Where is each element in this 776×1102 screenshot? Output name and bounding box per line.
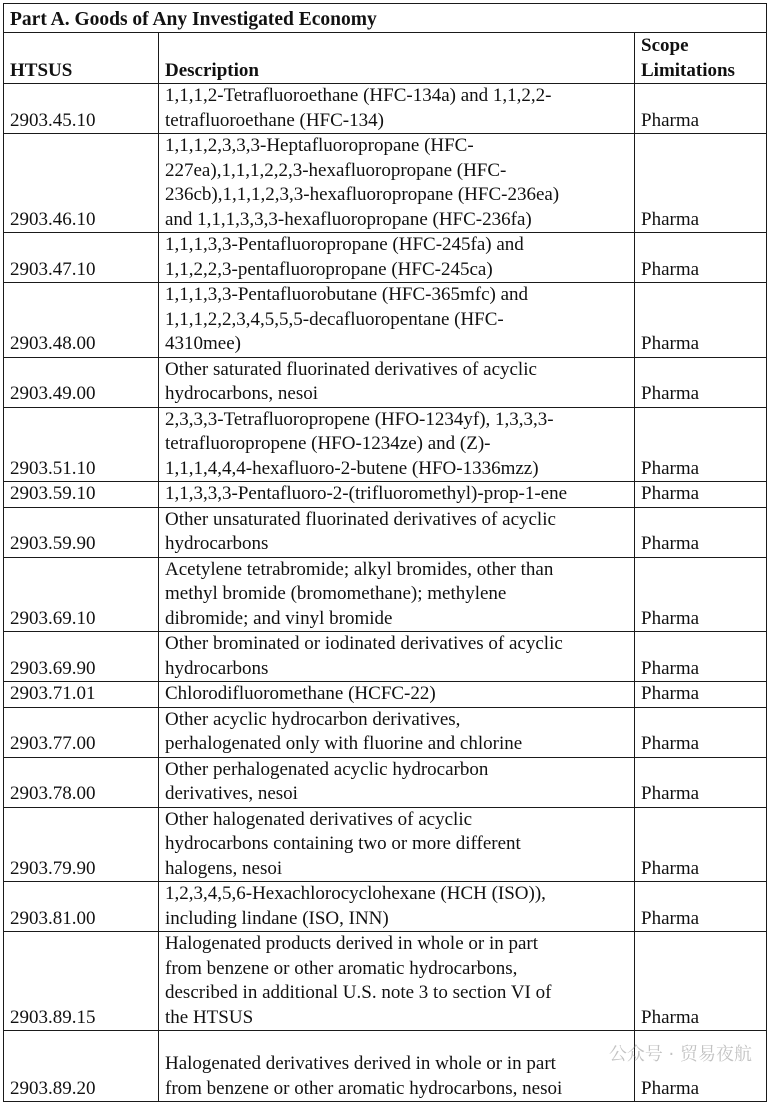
description-line: Chlorodifluoromethane (HCFC-22) [165, 683, 436, 704]
table-row [4, 932, 767, 1031]
scope-limitation: Pharma [635, 1031, 767, 1102]
scope-limitation: Pharma [635, 707, 767, 757]
htsus-code: 2903.79.90 [4, 807, 159, 882]
htsus-code: 2903.48.00 [4, 283, 159, 358]
description-cell [159, 557, 635, 632]
description-line: 1,1,2,2,3-pentafluoropropane (HFC-245ca) [165, 258, 493, 280]
table-row [4, 682, 767, 708]
table-row [4, 283, 767, 358]
description-line: and 1,1,1,3,3,3-hexafluoropropane (HFC-236fa) [165, 208, 532, 230]
watermark: 公众号 · 贸易夜航 [608, 1044, 752, 1065]
table-row [4, 84, 767, 134]
description-cell [159, 882, 635, 932]
description-line: Other saturated fluorinated derivatives of acyclic [165, 358, 537, 380]
description-line: tetrafluoropropene (HFO-1234ze) and (Z)- [165, 433, 491, 454]
goods-table [3, 3, 767, 1102]
table-row [4, 407, 767, 482]
description-line: 1,1,1,4,4,4-hexafluoro-2-butene (HFO-1336mzz) [165, 457, 539, 479]
description-line: tetrafluoroethane (HFC-134) [165, 109, 384, 131]
description-line: 2,3,3,3-Tetrafluoropropene (HFO-1234yf), 1,3,3,3- [165, 408, 554, 430]
description-line: Other halogenated derivatives of acyclic [165, 808, 473, 830]
scope-limitation: Pharma [635, 283, 767, 358]
description-line: 1,1,1,3,3-Pentafluorobutane (HFC-365mfc) and [165, 284, 529, 305]
scope-limitation: Pharma [635, 233, 767, 283]
description-line: 1,1,1,2,2,3,4,5,5,5-decafluoropentane (HFC- [165, 308, 504, 330]
table-row [4, 707, 767, 757]
description-line: hydrocarbons containing two or more different [165, 833, 521, 854]
description-line: 227ea),1,1,1,2,2,3-hexafluoropropane (HFC- [165, 159, 507, 181]
description-line: described in additional U.S. note 3 to section VI of [165, 982, 552, 1003]
table-row [4, 482, 767, 508]
htsus-code: 2903.81.00 [4, 882, 159, 932]
table-row [4, 557, 767, 632]
description-line: Other unsaturated fluorinated derivatives of acyclic [165, 508, 556, 530]
htsus-code: 2903.69.90 [4, 632, 159, 682]
table-row [4, 134, 767, 233]
scope-limitation: Pharma [635, 882, 767, 932]
table-row [4, 357, 767, 407]
description-line: 1,1,3,3,3-Pentafluoro-2-(trifluoromethyl)-prop-1-ene [165, 483, 568, 504]
htsus-code: 2903.51.10 [4, 407, 159, 482]
description-line: derivatives, nesoi [165, 783, 298, 804]
scope-limitation: Pharma [635, 757, 767, 807]
table-row [4, 507, 767, 557]
description-line: Acetylene tetrabromide; alkyl bromides, other than [165, 558, 554, 580]
description-line: halogens, nesoi [165, 857, 283, 879]
htsus-code: 2903.59.10 [4, 482, 159, 508]
description-line: hydrocarbons [165, 533, 269, 554]
header-description: Description [159, 33, 635, 84]
scope-limitation: Pharma [635, 807, 767, 882]
header-htsus: HTSUS [4, 33, 159, 84]
table-row [4, 807, 767, 882]
table-row [4, 233, 767, 283]
description-line: methyl bromide (bromomethane); methylene [165, 583, 507, 604]
description-cell [159, 482, 635, 508]
description-cell [159, 283, 635, 358]
description-line: 1,1,1,2-Tetrafluoroethane (HFC-134a) and 1,1,2,2- [165, 85, 552, 106]
header-scope-line1: Scope [641, 35, 689, 56]
description-cell [159, 632, 635, 682]
htsus-code: 2903.69.10 [4, 557, 159, 632]
description-cell [159, 757, 635, 807]
description-line: including lindane (ISO, INN) [165, 907, 389, 929]
description-line: from benzene or other aromatic hydrocarbons, [165, 957, 518, 979]
description-line: Other acyclic hydrocarbon derivatives, [165, 708, 461, 730]
description-line: Halogenated products derived in whole or in part [165, 933, 539, 954]
htsus-code: 2903.71.01 [4, 682, 159, 708]
description-cell [159, 407, 635, 482]
header-scope-limitations [635, 33, 767, 84]
description-line: 236cb),1,1,1,2,3,3-hexafluoropropane (HFC-236ea) [165, 184, 560, 205]
description-line: 1,1,1,2,3,3,3-Heptafluoropropane (HFC- [165, 135, 474, 156]
header-row [4, 33, 767, 84]
scope-limitation: Pharma [635, 557, 767, 632]
description-line: hydrocarbons [165, 657, 269, 679]
scope-limitation: Pharma [635, 407, 767, 482]
description-line: perhalogenated only with fluorine and chlorine [165, 733, 523, 754]
description-line: Halogenated derivatives derived in whole or in part [165, 1053, 556, 1074]
table-row [4, 632, 767, 682]
htsus-code: 2903.89.15 [4, 932, 159, 1031]
description-line: the HTSUS [165, 1006, 254, 1028]
htsus-code: 2903.78.00 [4, 757, 159, 807]
scope-limitation: Pharma [635, 682, 767, 708]
htsus-code: 2903.59.90 [4, 507, 159, 557]
description-cell [159, 707, 635, 757]
description-cell [159, 682, 635, 708]
scope-limitation: Pharma [635, 507, 767, 557]
htsus-code: 2903.45.10 [4, 84, 159, 134]
description-cell [159, 84, 635, 134]
scope-limitation: Pharma [635, 632, 767, 682]
description-cell [159, 357, 635, 407]
description-line: dibromide; and vinyl bromide [165, 607, 393, 629]
htsus-code: 2903.77.00 [4, 707, 159, 757]
description-line: from benzene or other aromatic hydrocarbons, nesoi [165, 1077, 563, 1099]
scope-limitation: Pharma [635, 482, 767, 508]
htsus-code: 2903.89.20 [4, 1031, 159, 1102]
description-cell [159, 134, 635, 233]
description-line: hydrocarbons, nesoi [165, 383, 319, 404]
scope-limitation: Pharma [635, 932, 767, 1031]
htsus-code: 2903.49.00 [4, 357, 159, 407]
description-cell [159, 233, 635, 283]
description-line: Other perhalogenated acyclic hydrocarbon [165, 758, 489, 780]
description-line: 4310mee) [165, 333, 241, 354]
header-scope-line2: Limitations [641, 59, 735, 81]
description-cell [159, 1031, 635, 1102]
scope-limitation: Pharma [635, 134, 767, 233]
scope-limitation: Pharma [635, 84, 767, 134]
description-cell [159, 932, 635, 1031]
description-line: 1,1,1,3,3-Pentafluoropropane (HFC-245fa) and [165, 234, 524, 255]
htsus-code: 2903.47.10 [4, 233, 159, 283]
description-cell [159, 807, 635, 882]
table-row [4, 757, 767, 807]
table-caption: Part A. Goods of Any Investigated Economy [4, 4, 767, 33]
description-cell [159, 507, 635, 557]
scope-limitation: Pharma [635, 357, 767, 407]
table-row [4, 882, 767, 932]
description-line: Other brominated or iodinated derivatives of acyclic [165, 633, 563, 654]
htsus-code: 2903.46.10 [4, 134, 159, 233]
description-line: 1,2,3,4,5,6-Hexachlorocyclohexane (HCH (ISO)), [165, 883, 546, 904]
